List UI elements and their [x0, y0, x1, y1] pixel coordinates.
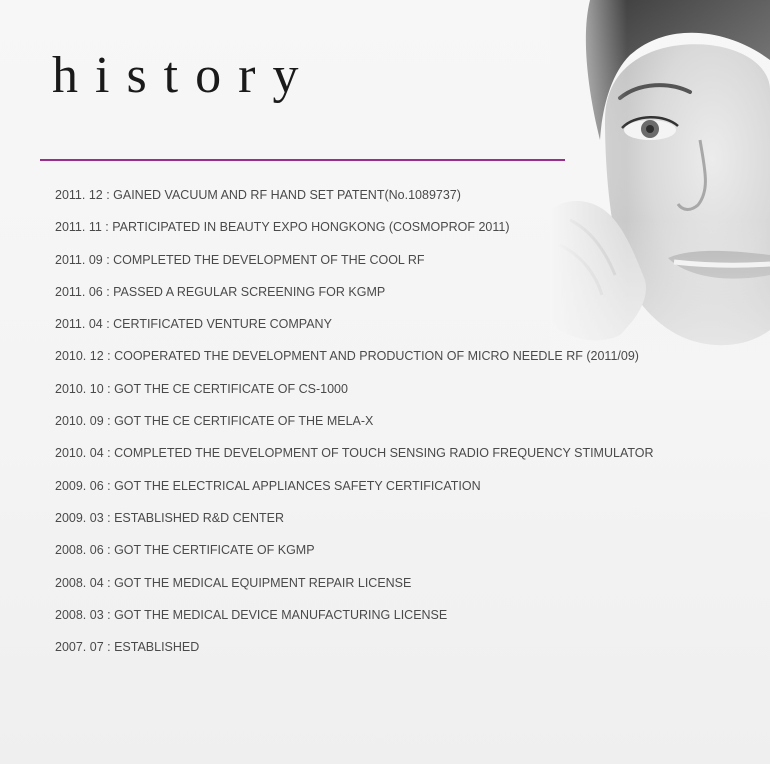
history-item: 2010. 09 : GOT THE CE CERTIFICATE OF THE MELA-X — [55, 414, 374, 429]
history-item: 2008. 04 : GOT THE MEDICAL EQUIPMENT REPAIR LICENSE — [55, 575, 412, 590]
history-item: 2009. 03 : ESTABLISHED R&D CENTER — [55, 510, 285, 525]
page-title: history — [52, 47, 316, 104]
history-item: 2011. 09 : COMPLETED THE DEVELOPMENT OF THE COOL RF — [55, 252, 425, 267]
history-item: 2011. 06 : PASSED A REGULAR SCREENING FOR KGMP — [55, 284, 386, 299]
history-item: 2009. 06 : GOT THE ELECTRICAL APPLIANCES SAFETY CERTIFICATION — [55, 478, 481, 493]
history-item: 2011. 11 : PARTICIPATED IN BEAUTY EXPO HONGKONG (COSMOPROF 2011) — [55, 220, 510, 235]
history-list — [55, 186, 654, 670]
history-item: 2011. 04 : CERTIFICATED VENTURE COMPANY — [55, 317, 332, 332]
history-item: 2010. 12 : COOPERATED THE DEVELOPMENT AND PRODUCTION OF MICRO NEEDLE RF (2011/09) — [55, 349, 639, 364]
history-item: 2008. 06 : GOT THE CERTIFICATE OF KGMP — [55, 543, 315, 558]
history-item: 2008. 03 : GOT THE MEDICAL DEVICE MANUFACTURING LICENSE — [55, 607, 448, 622]
history-item: 2010. 04 : COMPLETED THE DEVELOPMENT OF TOUCH SENSING RADIO FREQUENCY STIMULATOR — [55, 446, 654, 461]
title-divider — [40, 159, 565, 161]
history-item: 2011. 12 : GAINED VACUUM AND RF HAND SET PATENT(No.1089737) — [55, 188, 461, 202]
history-item: 2007. 07 : ESTABLISHED — [55, 640, 200, 655]
history-item: 2010. 10 : GOT THE CE CERTIFICATE OF CS-1000 — [55, 381, 348, 396]
